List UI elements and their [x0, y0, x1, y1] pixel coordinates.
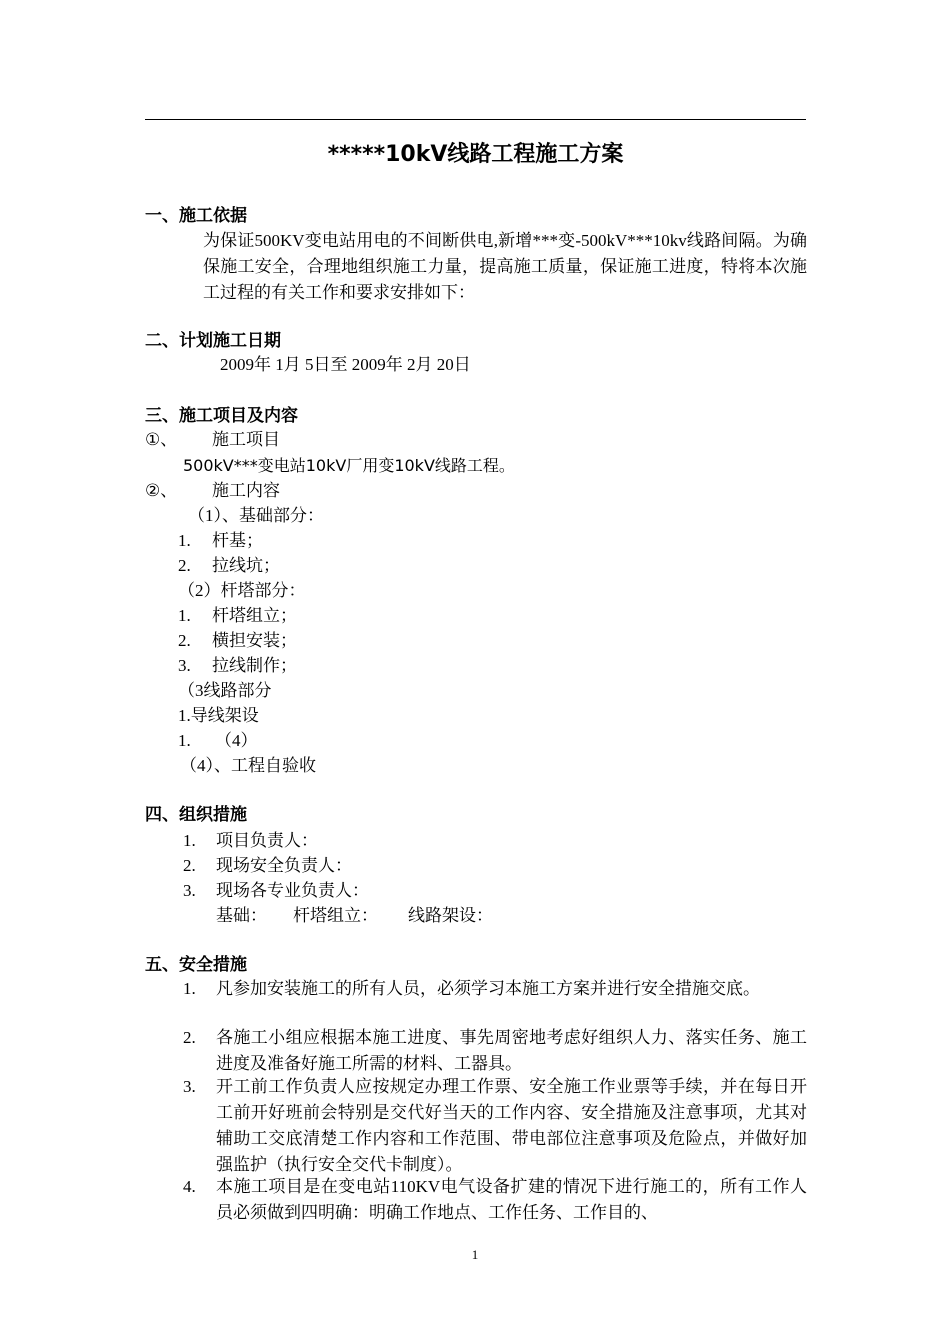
section-4-heading: 四、组织措施 [145, 805, 247, 825]
item-marker-2: ②、 [145, 481, 178, 500]
list-number: 2. [178, 556, 191, 575]
item-marker-1: ①、 [145, 430, 178, 449]
list-item: 横担安装； [212, 631, 297, 650]
safety-item: 开工前工作负责人应按规定办理工作票、安全施工作业票等手续，并在每日开工前开好班前会特别是交代好当天的工作内容、安全措施及注意事项，尤其对辅助工交底清楚工作内容和工作范围、带电部位注意事项及危险点，并做好加强监护（执行安全交代卡制度）。 [216, 1077, 807, 1174]
responsible-line: 线路架设： [408, 906, 493, 925]
list-number: 4. [183, 1177, 196, 1196]
list-number: 3. [183, 1077, 196, 1096]
list-item: （4） [215, 731, 258, 750]
list-item: 杆基； [212, 531, 263, 550]
list-number: 1. [183, 979, 196, 998]
list-item: 拉线制作； [212, 656, 297, 675]
page-number: 1 [471, 1247, 479, 1262]
construction-project-label: 施工项目 [212, 430, 280, 449]
list-number: 1. [183, 831, 196, 850]
sub-heading-foundation: （1）、基础部分： [188, 506, 324, 525]
list-item: 项目负责人： [216, 831, 318, 850]
list-number: 2. [183, 1028, 196, 1047]
section-3-heading: 三、施工项目及内容 [145, 406, 298, 426]
document-title: *****10kV线路工程施工方案 [327, 142, 624, 167]
list-number: 1. [178, 731, 191, 750]
list-number: 3. [183, 881, 196, 900]
construction-content-label: 施工内容 [212, 481, 280, 500]
construction-project-text: 500kV***变电站10kV厂用变10kV线路工程。 [183, 456, 515, 475]
list-number: 3. [178, 656, 191, 675]
responsible-tower: 杆塔组立： [293, 906, 378, 925]
plan-date: 2009年 1月 5日至 2009年 2月 20日 [220, 355, 471, 374]
list-number: 2. [178, 631, 191, 650]
section-1-paragraph: 为保证500KV变电站用电的不间断供电,新增***变-500kV***10kv线路间隔。为确保施工安全，合理地组织施工力量，提高施工质量，保证施工进度，特将本次施工过程的有关工作和要求安排如下： [203, 231, 807, 302]
list-item: 现场安全负责人： [216, 856, 352, 875]
section-1-heading: 一、施工依据 [145, 206, 247, 226]
responsible-foundation: 基础： [216, 906, 267, 925]
sub-heading-acceptance: （4）、工程自验收 [180, 756, 316, 775]
line-item-conductor: 1.导线架设 [178, 706, 259, 725]
list-item: 拉线坑； [212, 556, 280, 575]
section-5-heading: 五、安全措施 [145, 955, 247, 975]
safety-item: 本施工项目是在变电站110KV电气设备扩建的情况下进行施工的，所有工作人员必须做到四明确：明确工作地点、工作任务、工作目的、 [216, 1177, 807, 1222]
safety-item: 凡参加安装施工的所有人员，必须学习本施工方案并进行安全措施交底。 [216, 979, 760, 998]
safety-item: 各施工小组应根据本施工进度、事先周密地考虑好组织人力、落实任务、施工进度及准备好施工所需的材料、工器具。 [216, 1028, 807, 1073]
list-item: 杆塔组立； [212, 606, 297, 625]
list-item: 现场各专业负责人： [216, 881, 369, 900]
list-number: 1. [178, 531, 191, 550]
header-rule [145, 119, 806, 120]
list-number: 1. [178, 606, 191, 625]
section-2-heading: 二、计划施工日期 [145, 331, 281, 351]
list-number: 2. [183, 856, 196, 875]
sub-heading-line: （3线路部分 [178, 681, 272, 700]
sub-heading-tower: （2）杆塔部分： [178, 581, 306, 600]
